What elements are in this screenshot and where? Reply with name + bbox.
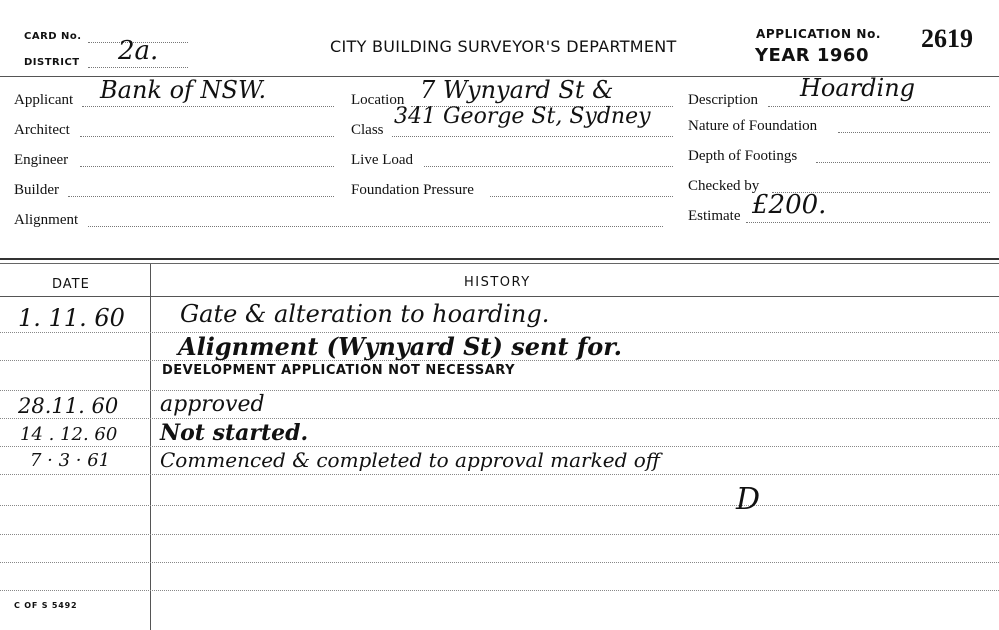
ruled-line <box>0 474 999 475</box>
history-date: 7 · 3 · 61 <box>30 450 111 471</box>
applicant-label: Applicant <box>14 92 74 108</box>
estimate-value: £200. <box>752 190 827 220</box>
history-date: 28.11. 60 <box>18 394 119 418</box>
date-column-divider <box>150 264 151 630</box>
foundation-pressure-line <box>490 196 673 197</box>
estimate-label: Estimate <box>688 208 741 224</box>
applicant-line <box>82 106 334 107</box>
ruled-line <box>0 505 999 506</box>
engineer-line <box>80 166 334 167</box>
department-title: CITY BUILDING SURVEYOR'S DEPARTMENT <box>330 37 677 56</box>
history-text: Gate & alteration to hoarding. <box>180 300 550 328</box>
ruled-line <box>0 446 999 447</box>
ruled-line <box>0 418 999 419</box>
history-column-header: HISTORY <box>464 275 531 290</box>
history-text: Not started. <box>160 420 309 446</box>
form-code: C OF S 5492 <box>14 601 78 610</box>
application-no-label: APPLICATION No. <box>756 27 882 41</box>
history-text: Alignment (Wynyard St) sent for. <box>178 332 623 361</box>
nature-of-foundation-label: Nature of Foundation <box>688 118 818 134</box>
builder-label: Builder <box>14 182 59 198</box>
location-label: Location <box>351 92 405 108</box>
ruled-line <box>0 534 999 535</box>
history-date: 14 . 12. 60 <box>20 424 118 445</box>
description-label: Description <box>688 92 758 108</box>
alignment-line <box>88 226 663 227</box>
ruled-line <box>0 562 999 563</box>
nature-of-foundation-line <box>838 132 990 133</box>
builder-line <box>68 196 334 197</box>
location-value: 7 Wynyard St & <box>420 76 614 104</box>
district-value: 2a. <box>118 36 159 66</box>
live-load-line <box>424 166 673 167</box>
history-initials: D <box>736 482 761 517</box>
alignment-label: Alignment <box>14 212 79 228</box>
architect-label: Architect <box>14 122 70 138</box>
history-date: 1. 11. 60 <box>18 304 125 332</box>
history-stamp: DEVELOPMENT APPLICATION NOT NECESSARY <box>162 363 516 378</box>
depth-of-footings-label: Depth of Footings <box>688 148 798 164</box>
history-top-rule <box>0 258 999 260</box>
architect-line <box>80 136 334 137</box>
year-label: YEAR 1960 <box>755 45 869 66</box>
class-value: 341 George St, Sydney <box>394 104 651 129</box>
application-no-value: 2619 <box>921 24 973 53</box>
class-line <box>392 136 673 137</box>
description-value: Hoarding <box>800 74 916 102</box>
history-text: Commenced & completed to approval marked off <box>160 448 660 472</box>
applicant-value: Bank of NSW. <box>100 76 267 104</box>
description-line <box>768 106 990 107</box>
live-load-label: Live Load <box>351 152 414 168</box>
date-column-header: DATE <box>52 277 90 292</box>
class-label: Class <box>351 122 384 138</box>
foundation-pressure-label: Foundation Pressure <box>351 182 474 198</box>
district-line <box>88 67 188 68</box>
district-label: DISTRICT <box>24 57 80 68</box>
engineer-label: Engineer <box>14 152 69 168</box>
estimate-line <box>746 222 990 223</box>
checked-by-label: Checked by <box>688 178 760 194</box>
ruled-line <box>0 390 999 391</box>
card-no-label: CARD No. <box>24 31 82 42</box>
ruled-line <box>0 590 999 591</box>
history-text: approved <box>160 392 265 417</box>
depth-of-footings-line <box>816 162 990 163</box>
